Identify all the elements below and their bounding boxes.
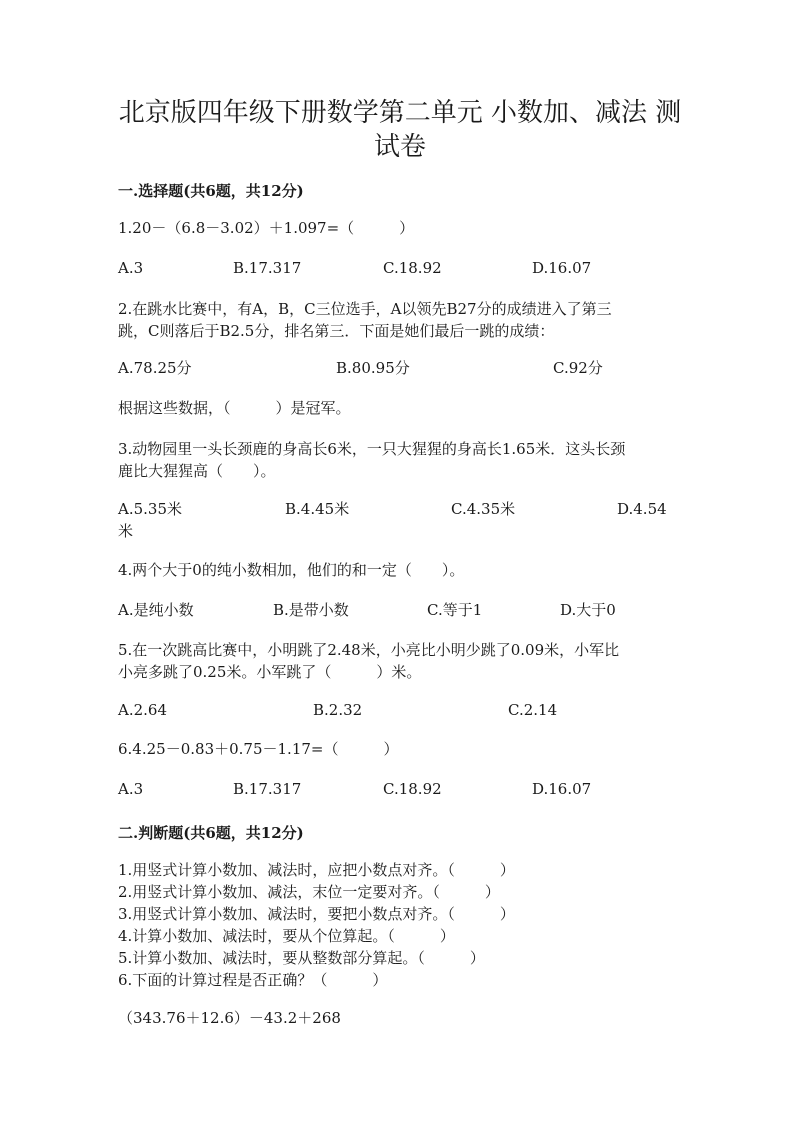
q6-option-c: C.18.92 bbox=[383, 780, 442, 798]
judge-item-5: 5.计算小数加、减法时，要从整数部分算起。（ ） bbox=[118, 949, 485, 967]
question-2-line-2: 跳，C则落后于B2.5分，排名第三．下面是她们最后一跳的成绩： bbox=[118, 322, 555, 340]
q2-option-a: A.78.25分 bbox=[118, 359, 192, 377]
question-2-followup: 根据这些数据，（ ）是冠军。 bbox=[118, 399, 351, 417]
q4-option-b: B.是带小数 bbox=[273, 601, 349, 619]
question-4: 4.两个大于0的纯小数相加，他们的和一定（ ）。 bbox=[118, 561, 465, 579]
q1-option-d: D.16.07 bbox=[532, 259, 592, 277]
q1-option-c: C.18.92 bbox=[383, 259, 442, 277]
judge-item-6: 6.下面的计算过程是否正确？（ ） bbox=[118, 971, 388, 989]
q3-option-b: B.4.45米 bbox=[285, 500, 350, 518]
q3-option-d: D.4.54 bbox=[617, 500, 667, 518]
question-5-line-1: 5.在一次跳高比赛中，小明跳了2.48米，小亮比小明少跳了0.09米，小军比 bbox=[118, 641, 620, 659]
calculation-expression: （343.76＋12.6）－43.2＋268 bbox=[118, 1009, 341, 1027]
q2-option-c: C.92分 bbox=[553, 359, 603, 377]
judge-item-2: 2.用竖式计算小数加、减法，末位一定要对齐。（ ） bbox=[118, 883, 500, 901]
q2-option-b: B.80.95分 bbox=[336, 359, 410, 377]
q6-option-b: B.17.317 bbox=[233, 780, 302, 798]
question-3-line-2: 鹿比大猩猩高（ ）。 bbox=[118, 462, 276, 480]
question-6: 6.4.25－0.83＋0.75－1.17=（ ） bbox=[118, 740, 399, 758]
q6-option-a: A.3 bbox=[118, 780, 144, 798]
q3-option-c: C.4.35米 bbox=[451, 500, 516, 518]
judge-item-4: 4.计算小数加、减法时，要从个位算起。（ ） bbox=[118, 927, 455, 945]
q5-option-a: A.2.64 bbox=[118, 701, 167, 719]
page-title bbox=[100, 96, 700, 164]
q5-option-b: B.2.32 bbox=[313, 701, 363, 719]
title-line-2: 试卷 bbox=[373, 132, 426, 162]
q4-option-c: C.等于1 bbox=[427, 601, 483, 619]
judge-item-3: 3.用竖式计算小数加、减法时，要把小数点对齐。（ ） bbox=[118, 905, 515, 923]
q4-option-a: A.是纯小数 bbox=[118, 601, 194, 619]
question-3-line-1: 3.动物园里一头长颈鹿的身高长6米，一只大猩猩的身高长1.65米．这头长颈 bbox=[118, 440, 626, 458]
q3-option-a: A.5.35米 bbox=[118, 500, 182, 518]
question-1: 1.20－（6.8－3.02）＋1.097=（ ） bbox=[118, 219, 415, 237]
q4-option-d: D.大于0 bbox=[560, 601, 616, 619]
judge-item-1: 1.用竖式计算小数加、减法时，应把小数点对齐。（ ） bbox=[118, 861, 515, 879]
section-judge-heading: 二.判断题(共6题，共12分) bbox=[118, 824, 304, 842]
q6-option-d: D.16.07 bbox=[532, 780, 592, 798]
question-2-line-1: 2.在跳水比赛中，有A，B，C三位选手，A以领先B27分的成绩进入了第三 bbox=[118, 300, 612, 318]
title-line-1: 北京版四年级下册数学第二单元 小数加、减法 测 bbox=[118, 98, 682, 128]
q3-option-d-wrap: 米 bbox=[118, 522, 134, 540]
section-choice-heading: 一.选择题(共6题，共12分) bbox=[118, 182, 304, 200]
question-5-line-2: 小亮多跳了0.25米。小军跳了（ ）米。 bbox=[118, 663, 422, 681]
q1-option-b: B.17.317 bbox=[233, 259, 302, 277]
q1-option-a: A.3 bbox=[118, 259, 144, 277]
q5-option-c: C.2.14 bbox=[508, 701, 558, 719]
